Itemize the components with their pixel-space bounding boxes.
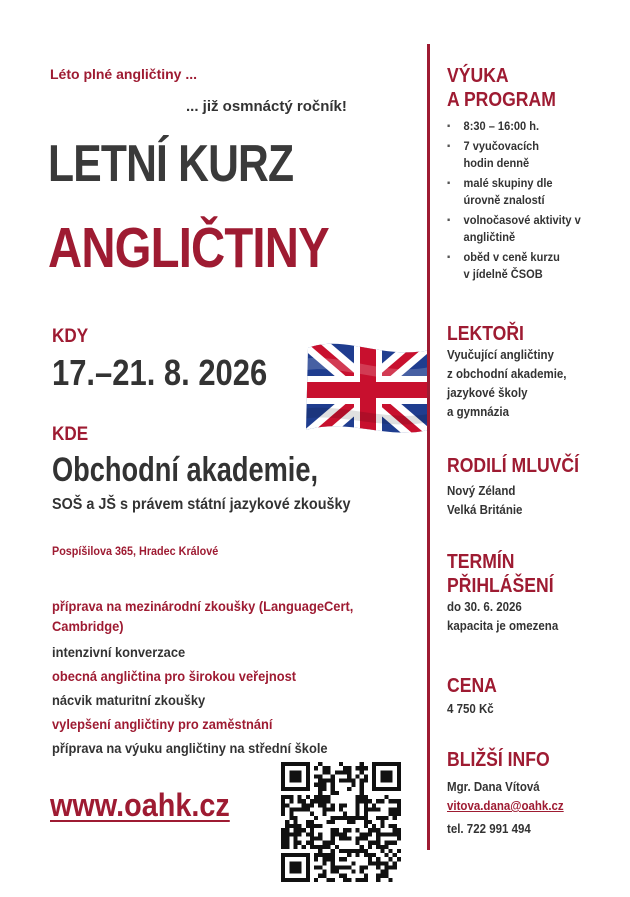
natives-line: Velká Británie [447, 503, 523, 517]
feature-item: příprava na mezinárodní zkoušky (LanguageCert, Cambridge) [52, 598, 354, 634]
info-heading: BLIŽŠÍ INFO [447, 749, 550, 771]
lecturers-line: jazykové školy [447, 386, 528, 400]
program-item: ▪ 7 vyučovacích hodin denně [447, 138, 546, 172]
lecturers-line: a gymnázia [447, 405, 509, 419]
feature-item: nácvik maturitní zkoušky [52, 692, 206, 708]
program-item: ▪ volnočasové aktivity v angličtině [447, 212, 592, 246]
feature-list [52, 596, 432, 760]
qr-code[interactable] [281, 762, 401, 882]
contact-name: Mgr. Dana Vítová [447, 780, 540, 794]
contact-email-link[interactable]: vitova.dana@oahk.cz [447, 799, 564, 813]
deadline-section [447, 550, 617, 636]
feature-item: intenzivní konverzace [52, 644, 186, 660]
lecturers-section [447, 322, 617, 422]
contact-phone: tel. 722 991 494 [447, 822, 531, 836]
price-heading: CENA [447, 675, 497, 697]
tagline-summer: Léto plné angličtiny ... [50, 66, 198, 82]
natives-line: Nový Zéland [447, 484, 516, 498]
lecturers-line: z obchodní akademie, [447, 367, 567, 381]
lecturers-line: Vyučující angličtiny [447, 348, 554, 362]
program-item: ▪ malé skupiny dle úrovně znalostí [447, 175, 583, 209]
school-name: Obchodní akademie, [52, 451, 319, 489]
info-section [447, 748, 617, 839]
website-link[interactable]: www.oahk.cz [50, 787, 230, 823]
feature-item: vylepšení angličtiny pro zaměstnání [52, 716, 273, 732]
feature-item: obecná angličtina pro širokou veřejnost [52, 668, 297, 684]
deadline-heading-1: TERMÍN [447, 551, 515, 573]
uk-flag-icon [298, 330, 438, 450]
natives-heading: RODILÍ MLUVČÍ [447, 455, 579, 477]
program-heading-1: VÝUKA [447, 65, 509, 87]
when-label: KDY [52, 326, 89, 347]
price-section [447, 674, 617, 719]
price-value: 4 750 Kč [447, 702, 494, 716]
program-item: ▪ 8:30 – 16:00 h. [447, 118, 603, 135]
program-item: ▪ oběd v ceně kurzu v jídelně ČSOB [447, 249, 565, 283]
natives-section [447, 454, 617, 520]
title-line1: LETNÍ KURZ [48, 135, 294, 193]
column-divider [427, 44, 430, 850]
program-section [447, 64, 617, 286]
tagline-edition: ... již osmnáctý ročník! [186, 98, 347, 115]
when-date: 17.–21. 8. 2026 [52, 352, 268, 393]
deadline-note: kapacita je omezena [447, 619, 559, 633]
title-line2: ANGLIČTINY [48, 216, 329, 280]
deadline-heading-2: PŘIHLÁŠENÍ [447, 575, 554, 597]
lecturers-heading: LEKTOŘI [447, 323, 524, 345]
where-label: KDE [52, 424, 89, 445]
program-list [447, 118, 617, 283]
school-address: Pospíšilova 365, Hradec Králové [52, 544, 219, 558]
program-heading-2: A PROGRAM [447, 89, 556, 111]
deadline-date: do 30. 6. 2026 [447, 600, 522, 614]
school-subtitle: SOŠ a JŠ s právem státní jazykové zkoušky [52, 496, 351, 513]
feature-item: příprava na výuku angličtiny na střední škole [52, 740, 328, 756]
